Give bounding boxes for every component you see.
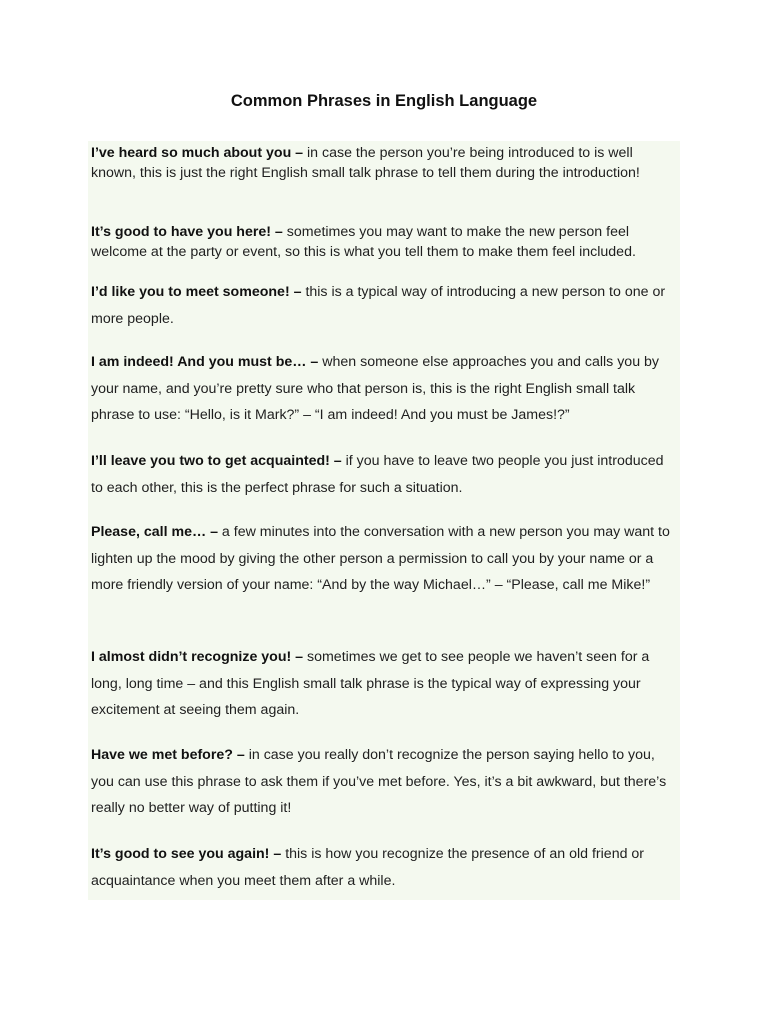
phrase-description: a few minutes into the conversation with a new person you may want to lighten up the mood by giving the other person a permission to call you by your name or a more friendly version of your name: “And by the way Michael…” – “Please, call me Mike!” (91, 524, 670, 593)
phrase-term: It’s good to see you again! – (91, 846, 282, 862)
phrase-item (91, 143, 679, 183)
phrase-description: sometimes you may want to make the new person feel welcome at the party or event, so this is what you tell them to make them feel included. (91, 224, 636, 260)
phrase-item (91, 279, 679, 332)
phrase-description: sometimes we get to see people we haven’t seen for a long, long time – and this English small talk phrase is the typical way of expressing your excitement at seeing them again. (91, 649, 650, 718)
phrase-item (91, 349, 679, 429)
phrase-item (91, 222, 679, 262)
phrase-term: Please, call me… – (91, 524, 218, 540)
phrase-term: I am indeed! And you must be… – (91, 354, 319, 370)
phrase-list (88, 141, 680, 900)
phrase-item (91, 841, 679, 894)
phrase-item (91, 644, 679, 724)
phrase-term: I almost didn’t recognize you! – (91, 649, 304, 665)
phrase-term: I’ve heard so much about you – (91, 145, 304, 161)
phrase-description: in case the person you’re being introduced to is well known, this is just the right English small talk phrase to tell them during the introduction! (91, 145, 640, 181)
phrase-term: I’d like you to meet someone! – (91, 284, 302, 300)
phrase-term: I’ll leave you two to get acquainted! – (91, 453, 342, 469)
phrase-description: this is how you recognize the presence of an old friend or acquaintance when you meet them after a while. (91, 846, 645, 889)
phrase-description: this is a typical way of introducing a new person to one or more people. (91, 284, 666, 327)
phrase-description: if you have to leave two people you just introduced to each other, this is the perfect phrase for such a situation. (91, 453, 664, 496)
phrase-item (91, 742, 679, 822)
phrase-term: Have we met before? – (91, 747, 245, 763)
phrase-description: in case you really don’t recognize the person saying hello to you, you can use this phrase to ask them if you’ve met before. Yes, it’s a bit awkward, but there’s really no better way of putting it! (91, 747, 667, 816)
phrase-term: It’s good to have you here! – (91, 224, 283, 240)
phrase-item (91, 519, 679, 599)
page-title: Common Phrases in English Language (230, 92, 538, 110)
phrase-description: when someone else approaches you and calls you by your name, and you’re pretty sure who that person is, this is the right English small talk phrase to use: “Hello, is it Mark?” – “I am indeed! And you must be James!?” (91, 354, 660, 423)
phrase-item (91, 448, 679, 501)
